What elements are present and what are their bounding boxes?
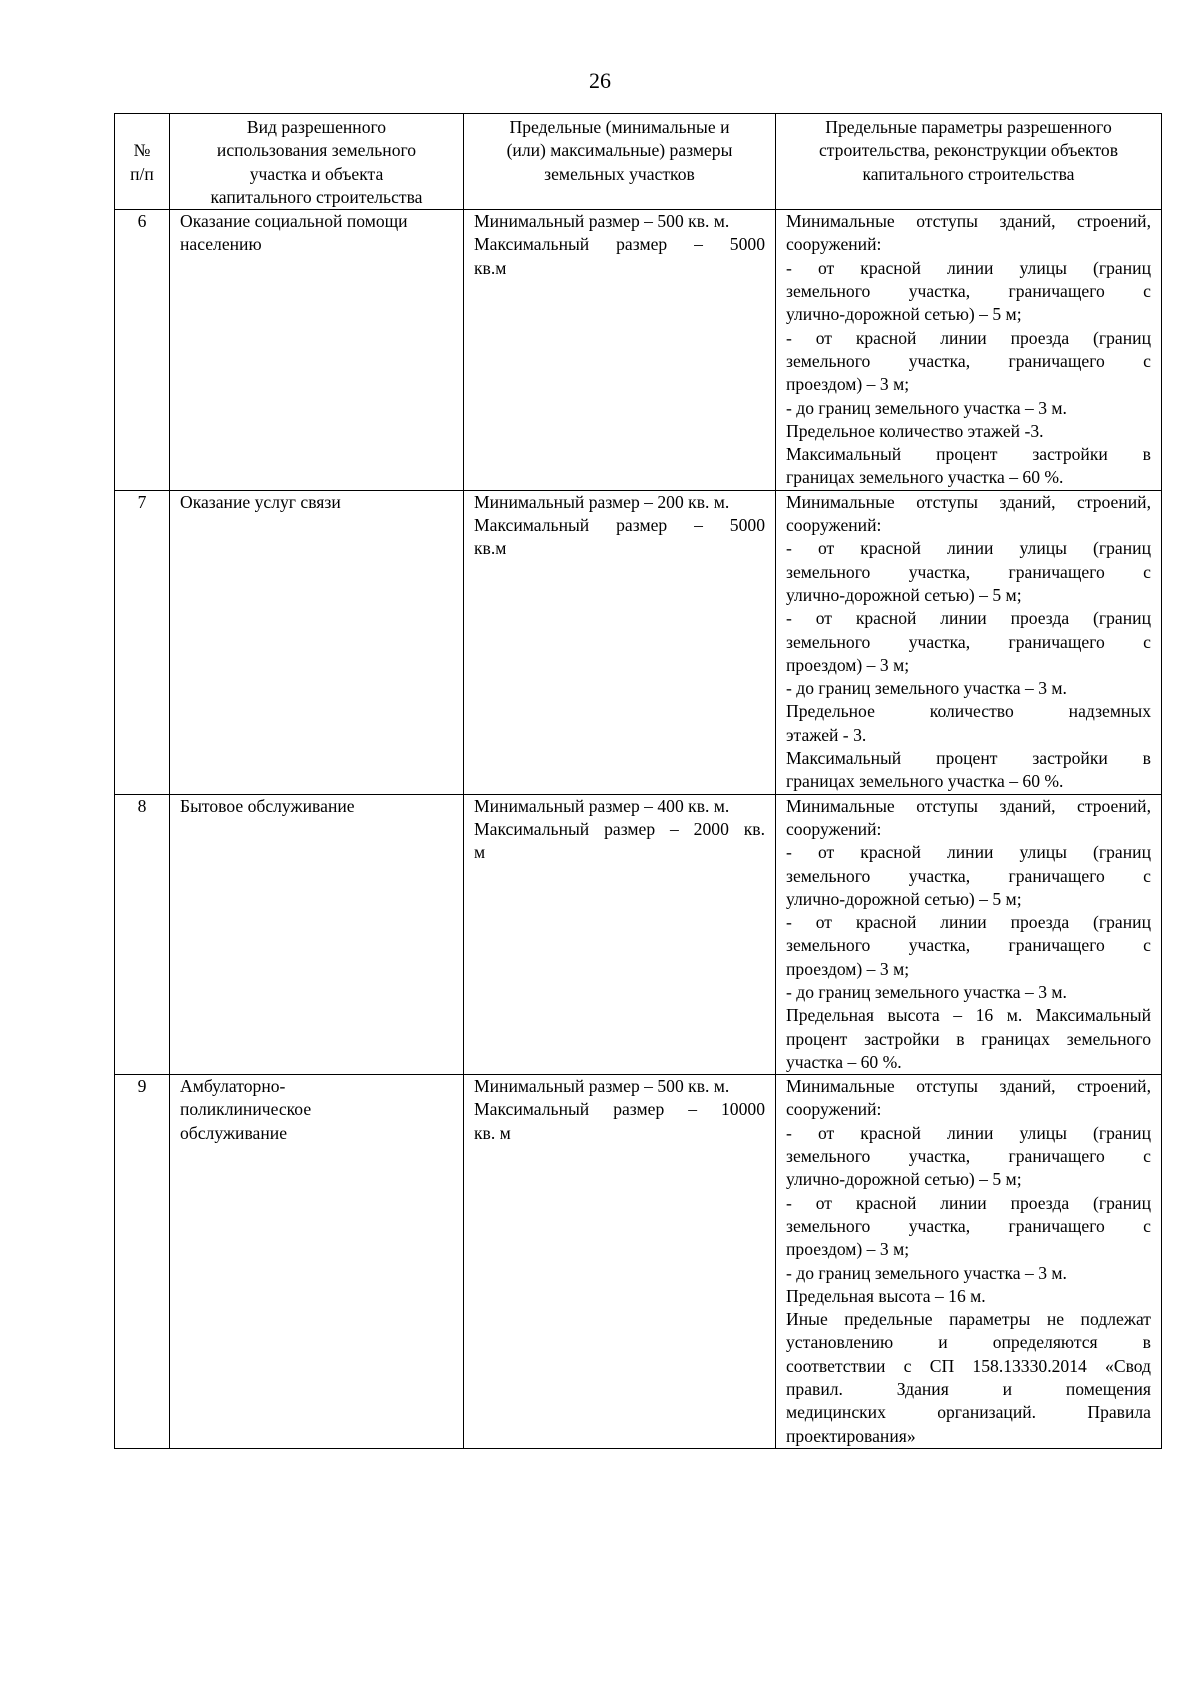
header-size [464,114,776,210]
params-cell-line: проездом) – 3 м; [786,1239,910,1260]
use-cell-line: поликлиническое [180,1099,312,1120]
params-cell-line: - от красной линии улицы (границ [786,842,1151,863]
table-row [115,1075,1162,1449]
params-cell-line: соответствии с СП 158.13330.2014 «Свод [786,1355,1151,1376]
params-cell-line: Предельное количество этажей -3. [786,420,1044,441]
params-cell-line: - до границ земельного участка – 3 м. [786,397,1067,418]
params-cell-line: земельного участка, граничащего с [786,1146,1151,1167]
header-params-line: Предельные параметры разрешенного [825,117,1112,137]
row-number: 9 [115,1075,170,1449]
size-cell-line: кв. м [474,1122,511,1143]
header-size-line: земельных участков [544,163,695,184]
params-cell [776,210,1162,491]
params-cell-line: Минимальные отступы зданий, строений, [786,795,1151,816]
header-size-line: (или) максимальные) размеры [506,140,733,161]
params-cell-line: сооружений: [786,515,882,536]
params-cell-line: земельного участка, граничащего с [786,631,1151,652]
use-cell-line: Оказание услуг связи [180,491,341,512]
params-cell-line: земельного участка, граничащего с [786,281,1151,302]
land-use-table [114,113,1162,1449]
params-cell-line: - от красной линии проезда (границ [786,608,1151,629]
params-cell-line: Минимальные отступы зданий, строений, [786,211,1151,232]
header-size-line: Предельные (минимальные и [509,117,730,137]
size-cell-line: Максимальный размер – 5000 [474,234,765,255]
table-row [115,490,1162,794]
use-cell-line: Амбулаторно- [180,1076,286,1097]
params-cell-line: границах земельного участка – 60 %. [786,771,1064,792]
params-cell [776,1075,1162,1449]
params-cell-line: процент застройки в границах земельного [786,1028,1151,1049]
row-number: 7 [115,490,170,794]
size-cell [464,210,776,491]
params-cell-line: сооружений: [786,818,882,839]
header-params-line: капитального строительства [862,163,1075,184]
row-number: 8 [115,794,170,1075]
params-cell-line: улично-дорожной сетью) – 5 м; [786,304,1022,325]
params-cell-line: улично-дорожной сетью) – 5 м; [786,1169,1022,1190]
use-cell [170,1075,464,1449]
params-cell-line: участка – 60 %. [786,1051,902,1072]
header-params-line: строительства, реконструкции объектов [818,140,1119,161]
size-cell [464,1075,776,1449]
params-cell-line: проектирования» [786,1425,916,1446]
size-cell-line: м [474,842,486,863]
params-cell-line: этажей - 3. [786,724,867,745]
params-cell-line: - от красной линии проезда (границ [786,327,1151,348]
size-cell-line: Минимальный размер – 400 кв. м. [474,795,730,816]
table-row [115,794,1162,1075]
row-number: 6 [115,210,170,491]
use-cell [170,210,464,491]
size-cell-line: Минимальный размер – 500 кв. м. [474,1076,730,1097]
header-num-line: п/п [130,163,154,184]
size-cell-line: Минимальный размер – 200 кв. м. [474,491,730,512]
params-cell-line: Иные предельные параметры не подлежат [786,1309,1151,1330]
params-cell-line: земельного участка, граничащего с [786,935,1151,956]
size-cell-line: кв.м [474,257,507,278]
header-row [115,114,1162,210]
params-cell-line: проездом) – 3 м; [786,654,910,675]
params-cell-line: проездом) – 3 м; [786,958,910,979]
params-cell-line: земельного участка, граничащего с [786,865,1151,886]
params-cell-line: улично-дорожной сетью) – 5 м; [786,888,1022,909]
size-cell-line: Максимальный размер – 10000 [474,1099,765,1120]
params-cell-line: - от красной линии проезда (границ [786,912,1151,933]
header-use-line: использования земельного [216,140,417,161]
params-cell-line: Максимальный процент застройки в [786,444,1151,465]
header-use-line: капитального строительства [210,186,423,207]
size-cell-line: Максимальный размер – 5000 [474,515,765,536]
page-number: 26 [589,68,611,93]
header-use-line: Вид разрешенного [246,117,387,137]
params-cell-line: Минимальные отступы зданий, строений, [786,491,1151,512]
size-cell-line: кв.м [474,538,507,559]
header-params [776,114,1162,210]
params-cell-line: Минимальные отступы зданий, строений, [786,1076,1151,1097]
header-use-line: участка и объекта [249,163,384,184]
params-cell-line: - от красной линии улицы (границ [786,538,1151,559]
params-cell-line: - до границ земельного участка – 3 м. [786,981,1067,1002]
params-cell-line: - от красной линии улицы (границ [786,257,1151,278]
params-cell-line: установлению и определяются в [786,1332,1151,1353]
params-cell-line: проездом) – 3 м; [786,374,910,395]
params-cell-line: медицинских организаций. Правила [786,1402,1151,1423]
params-cell [776,490,1162,794]
params-cell-line: Предельное количество надземных [786,701,1151,722]
size-cell-line: Максимальный размер – 2000 кв. [474,818,765,839]
params-cell [776,794,1162,1075]
table-body [115,210,1162,1449]
params-cell-line: - от красной линии улицы (границ [786,1122,1151,1143]
params-cell-line: Предельная высота – 16 м. Максимальный [786,1005,1151,1026]
use-cell [170,490,464,794]
table-row [115,210,1162,491]
params-cell-line: Предельная высота – 16 м. [786,1285,986,1306]
table-header [115,114,1162,210]
params-cell-line: сооружений: [786,1099,882,1120]
header-num [115,114,170,210]
use-cell [170,794,464,1075]
params-cell-line: сооружений: [786,234,882,255]
header-use [170,114,464,210]
header-num-line: № [133,140,151,161]
params-cell-line: границах земельного участка – 60 %. [786,467,1064,488]
params-cell-line: земельного участка, граничащего с [786,1215,1151,1236]
params-cell-line: земельного участка, граничащего с [786,350,1151,371]
size-cell [464,490,776,794]
use-cell-line: населению [180,234,262,255]
params-cell-line: - до границ земельного участка – 3 м. [786,1262,1067,1283]
size-cell-line: Минимальный размер – 500 кв. м. [474,211,730,232]
use-cell-line: Бытовое обслуживание [180,795,355,816]
params-cell-line: - от красной линии проезда (границ [786,1192,1151,1213]
params-cell-line: улично-дорожной сетью) – 5 м; [786,584,1022,605]
params-cell-line: - до границ земельного участка – 3 м. [786,678,1067,699]
size-cell [464,794,776,1075]
use-cell-line: обслуживание [180,1122,287,1143]
use-cell-line: Оказание социальной помощи [180,211,408,232]
params-cell-line: Максимальный процент застройки в [786,748,1151,769]
params-cell-line: правил. Здания и помещения [786,1379,1151,1400]
params-cell-line: земельного участка, граничащего с [786,561,1151,582]
